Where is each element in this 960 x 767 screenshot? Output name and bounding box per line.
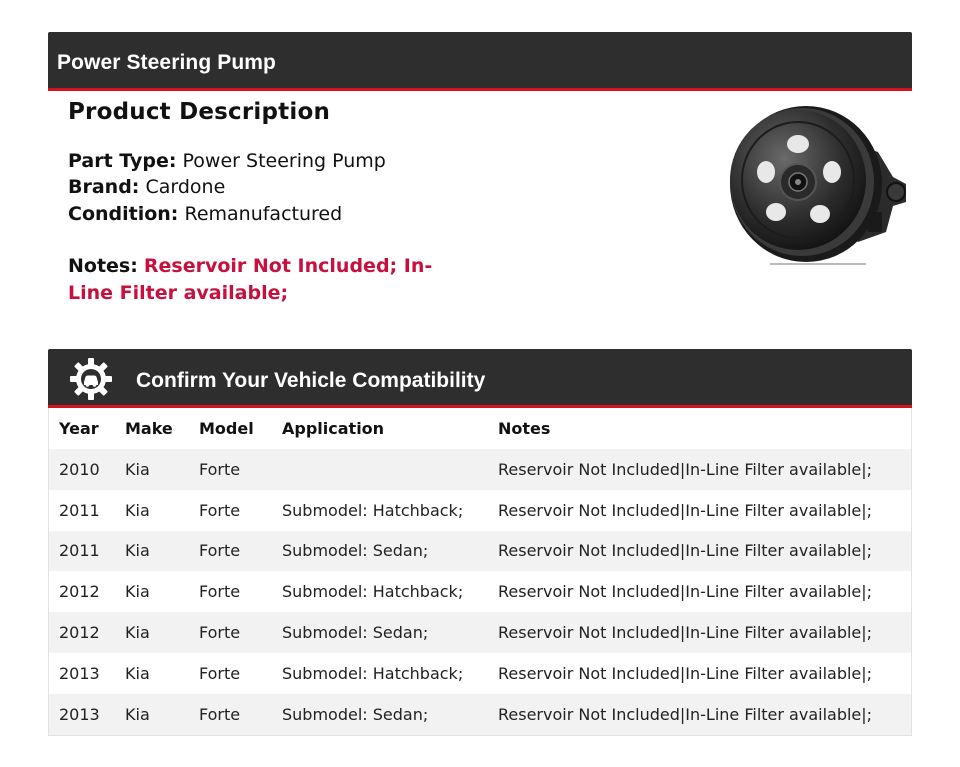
- cell-year: 2011: [59, 541, 100, 561]
- product-description-heading: Product Description: [68, 99, 331, 125]
- cell-year: 2010: [59, 459, 100, 479]
- cell-model: Forte: [199, 623, 241, 643]
- spec-notes: [68, 253, 448, 306]
- cell-model: Forte: [199, 459, 241, 479]
- cell-application: Submodel: Hatchback;: [282, 582, 464, 602]
- cell-year: 2011: [59, 500, 100, 520]
- table-row: [49, 653, 911, 694]
- cell-notes: Reservoir Not Included|In-Line Filter available|;: [498, 704, 873, 724]
- column-header-application: Application: [282, 419, 385, 438]
- cell-application: Submodel: Sedan;: [282, 623, 429, 643]
- cell-application: [272, 449, 488, 490]
- cell-year: 2012: [59, 623, 100, 643]
- part-type-value: Power Steering Pump: [182, 150, 386, 172]
- cell-notes: Reservoir Not Included|In-Line Filter available|;: [498, 663, 873, 683]
- cell-application: Submodel: Sedan;: [282, 704, 429, 724]
- cell-make: Kia: [125, 582, 150, 602]
- cell-model: Forte: [199, 704, 241, 724]
- spec-brand: [68, 174, 668, 200]
- column-header-model: Model: [199, 419, 254, 438]
- table-row: [49, 449, 911, 490]
- spec-part-type: [68, 148, 668, 174]
- part-type-label: Part Type:: [68, 150, 177, 172]
- table-row: [49, 490, 911, 531]
- pump-illustration: [728, 102, 908, 270]
- brand-value: Cardone: [145, 176, 226, 199]
- notes-label: Notes:: [68, 255, 138, 278]
- spec-list: [68, 148, 668, 227]
- compatibility-table: [48, 408, 912, 736]
- cell-year: 2013: [59, 704, 100, 724]
- table-row: [49, 612, 911, 653]
- cell-application: Submodel: Hatchback;: [282, 663, 464, 683]
- compatibility-title: Confirm Your Vehicle Compatibility: [136, 369, 486, 392]
- column-header-year: Year: [59, 419, 99, 438]
- cell-year: 2012: [59, 582, 100, 602]
- cell-year: 2013: [59, 663, 100, 683]
- cell-model: Forte: [199, 582, 241, 602]
- cell-notes: Reservoir Not Included|In-Line Filter available|;: [498, 541, 873, 561]
- cell-notes: Reservoir Not Included|In-Line Filter available|;: [498, 623, 873, 643]
- column-header-notes: Notes: [498, 419, 551, 438]
- power-steering-pump-image: [728, 102, 908, 270]
- cell-notes: Reservoir Not Included|In-Line Filter available|;: [498, 459, 873, 479]
- table-row: [49, 694, 911, 735]
- spec-condition: [68, 201, 668, 227]
- table-row: [49, 531, 911, 572]
- cell-make: Kia: [125, 459, 150, 479]
- title-bar: [48, 32, 912, 91]
- cell-application: Submodel: Hatchback;: [282, 500, 464, 520]
- cell-make: Kia: [125, 704, 150, 724]
- product-description: [68, 96, 668, 306]
- compatibility-bar: [48, 349, 912, 408]
- cell-model: Forte: [199, 500, 241, 520]
- column-header-make: Make: [125, 419, 173, 438]
- cell-notes: Reservoir Not Included|In-Line Filter available|;: [498, 582, 873, 602]
- cell-notes: Reservoir Not Included|In-Line Filter available|;: [498, 500, 873, 520]
- cell-make: Kia: [125, 663, 150, 683]
- cell-model: Forte: [199, 541, 241, 561]
- gear-car-icon: [69, 357, 113, 401]
- cell-make: Kia: [125, 623, 150, 643]
- table-header-row: [49, 408, 911, 449]
- cell-application: Submodel: Sedan;: [282, 541, 429, 561]
- cell-make: Kia: [125, 500, 150, 520]
- brand-label: Brand:: [68, 176, 140, 199]
- condition-value: Remanufactured: [184, 202, 343, 225]
- cell-make: Kia: [125, 541, 150, 561]
- condition-label: Condition:: [68, 202, 179, 225]
- notes-value: Reservoir Not Included; In-Line Filter available;: [68, 255, 433, 304]
- cell-model: Forte: [199, 663, 241, 683]
- table-row: [49, 571, 911, 612]
- page-title: Power Steering Pump: [57, 51, 276, 74]
